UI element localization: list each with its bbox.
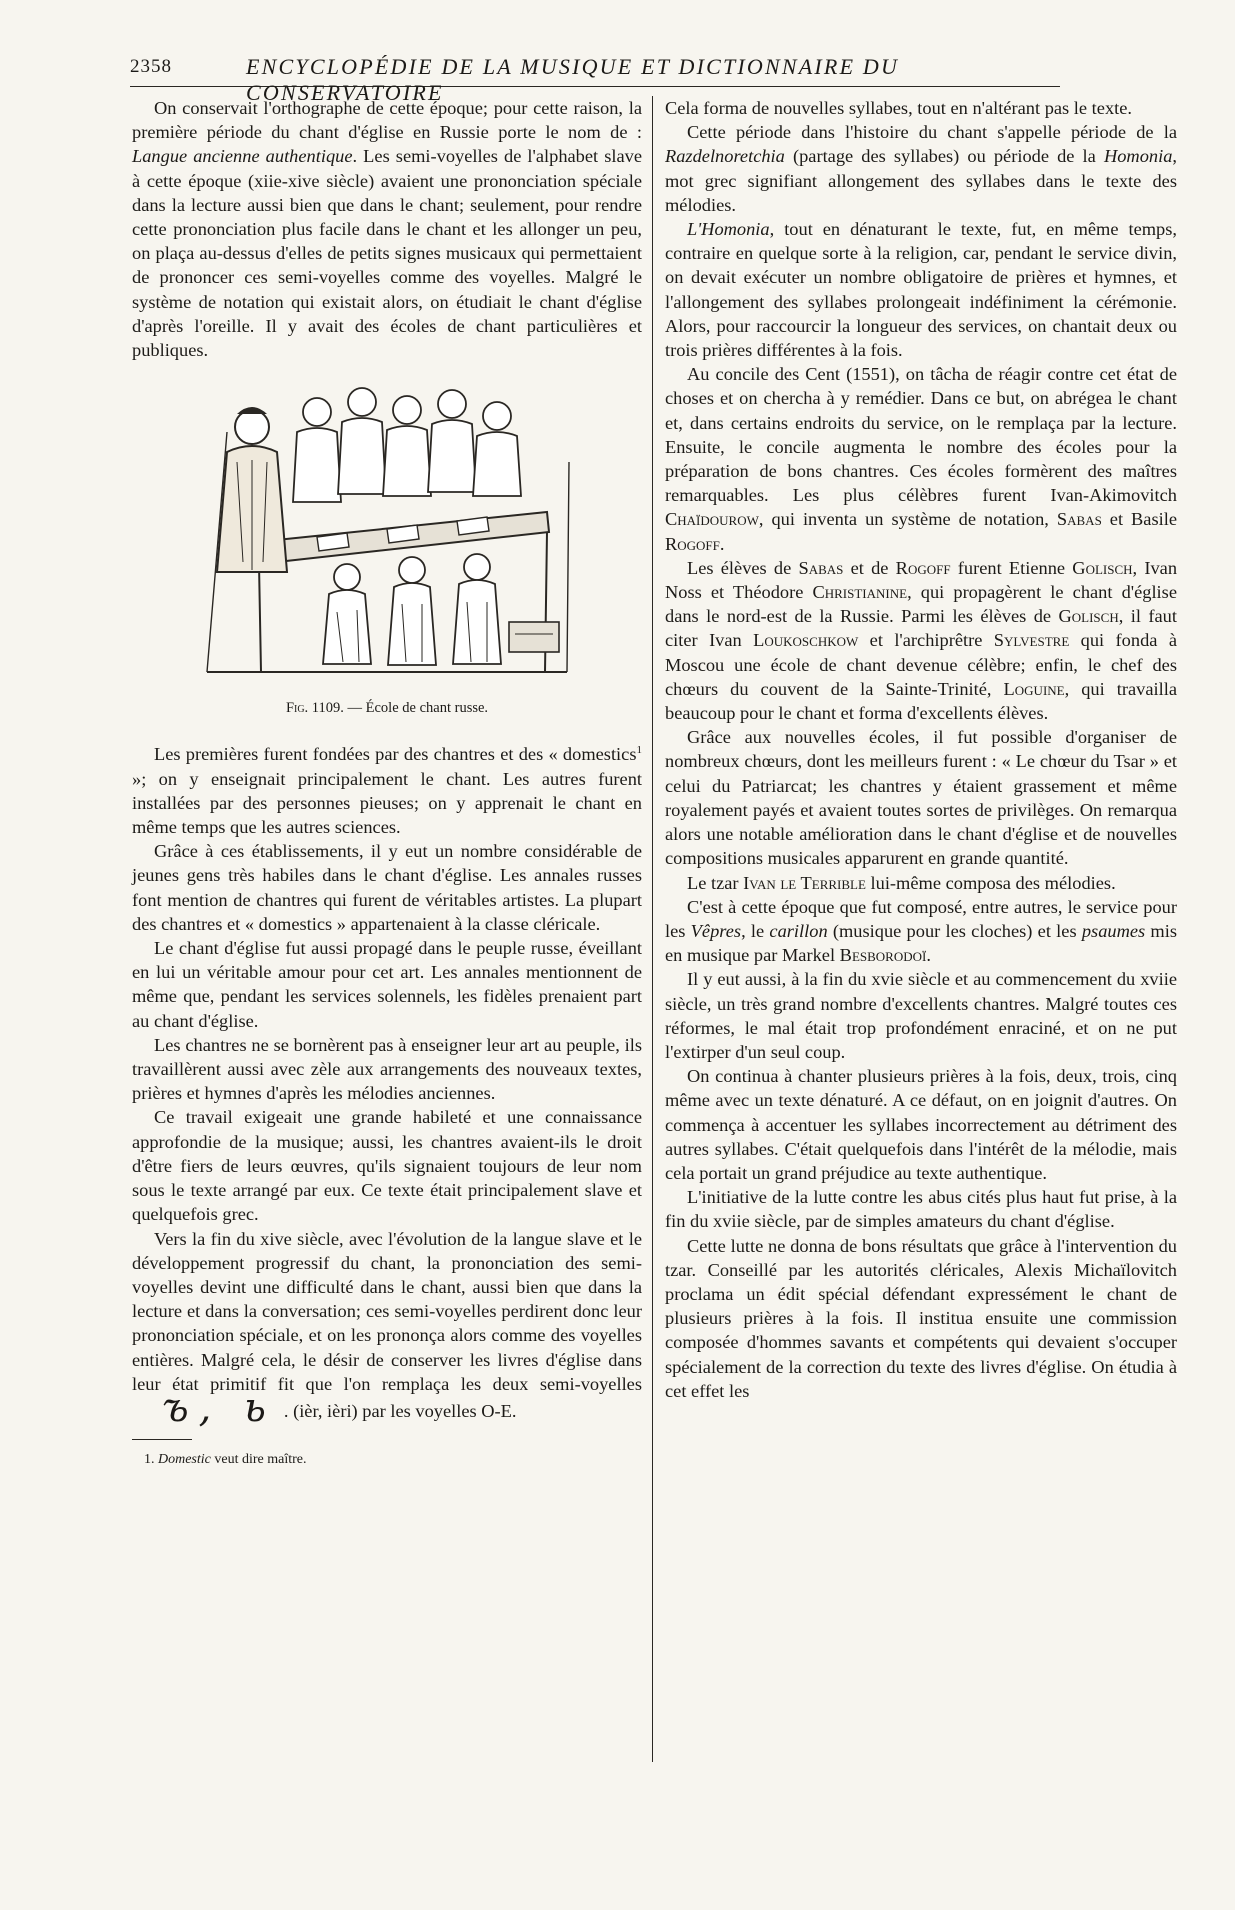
- footnote-ref: 1: [636, 744, 642, 757]
- figure-1109: [132, 372, 642, 690]
- paragraph: L'Homonia, tout en dénaturant le texte, fut, en même temps, contraire en quelque sorte à la religion, car, pendant le service divin, on devait exécuter un nombre obligatoire de prières et hymnes, et l'allongement des syllabes prolongeait indéfiniment la cérémonie. Alors, pour raccourcir la longueur des services, on chantait deux ou trois prières différentes à la fois.: [665, 219, 1177, 361]
- paragraph: Les élèves de Sabas et de Rogoff furent Etienne Golisch, Ivan Noss et Théodore Christianine, qui propagèrent le chant d'église dans le nord-est de la Russie. Parmi les élèves de Golisch, il faut citer Ivan Loukoschkow et l'archiprêtre Sylvestre qui fonda à Moscou une école de chant devenue célèbre; enfin, le chef des chœurs du couvent de la Sainte-Trinité, Loguine, qui travailla beaucoup pour le chant et forma d'excellents élèves.: [665, 557, 1178, 724]
- paragraph: Cette lutte ne donna de bons résultats que grâce à l'intervention du tzar. Conseillé par les autorités cléricales, Alexis Michaïlovitch proclama un édit spécial défendant expressément le chant de plusieurs prières à la fois. Il institua ensuite une commission composée d'hommes savants et compétents qui devaient s'occuper spécialement de la correction du texte des livres d'église. On étudia à cet effet les: [665, 1235, 1177, 1401]
- running-title: ENCYCLOPÉDIE DE LA MUSIQUE ET DICTIONNAIRE DU CONSERVATOIRE: [246, 54, 900, 105]
- paragraph: Le tzar Ivan le Terrible lui-même composa des mélodies.: [687, 872, 1116, 893]
- paragraph: Ce travail exigeait une grande habileté et une connaissance approfondie de la musique; aussi, les chantres avaient-ils le droit d'être fiers de leurs œuvres, qu'ils signaient toujours de leur nom sous le texte arrangé par eux. Ce texte était principalement slave et quelquefois grec.: [132, 1107, 642, 1225]
- paragraph: Grâce aux nouvelles écoles, il fut possible d'organiser de nombreux chœurs, dont les meilleurs furent : « Le chœur du Tsar » et celui du Patriarcat; les chantres y étaient grassement et même royalement payés et avaient toutes sortes de privilèges. On remarqua alors une notable amélioration dans le chant d'église et de nouvelles compositions musicales apparurent en grande quantité.: [665, 727, 1177, 869]
- paragraph: On conservait l'orthographe de cette époque; pour cette raison, la première période du chant d'église en Russie porte le nom de : Langue ancienne authentique. Les semi-voyelles de l'alphabet slave à cette époque (xiie-xive siècle) avaient une prononciation spéciale dans la lecture aussi bien que dans le chant; seulement, pour rendre cette prononciation plus facile dans le chant et les allonger un peu, on plaça au-dessus d'elles de petits signes musicaux qui permettaient de prononcer ces semi-voyelles comme des voyelles. Malgré le système de notation qui existait alors, on étudiait le chant d'église d'après l'oreille. Il y avait des écoles de chant particulières et publiques.: [132, 98, 642, 361]
- paragraph: Cela forma de nouvelles syllabes, tout en n'altérant pas le texte.: [665, 98, 1133, 118]
- paragraph: Vers la fin du xive siècle, avec l'évolution de la langue slave et le développement progressif du chant, la prononciation des semi-voyelles devint une difficulté dans le chant, aussi bien que dans la lecture et dans la conversation; ces semi-voyelles perdirent donc leur prononciation spéciale, et on les prononça alors comme des voyelles entières. Malgré cela, le désir de conserver les livres d'église dans leur état primitif fit que l'on remplaça les deux semi-voyellesъ, ь . (ièr, ièri) par les voyelles O-E.: [132, 1228, 642, 1431]
- paragraph: Grâce à ces établissements, il y eut un nombre considérable de jeunes gens très habiles dans le chant d'église. Les annales russes font mention de chantres qui furent de véritables artistes. La plupart des chantres et « domestics » appartenaient à la classe cléricale.: [132, 841, 642, 934]
- school-illustration: [197, 372, 577, 690]
- paragraph: Les premières furent fondées par des chantres et des « domestics$^1$ »; on y enseignait principalement le chant. Les autres furent installées par des personnes pieuses; on y apprenait le chant en même temps que les autres sciences.: [132, 744, 642, 838]
- paragraph: Il y eut aussi, à la fin du xvie siècle et au commencement du xviie siècle, un très grand nombre d'excellents chantres. Malgré toutes ces réformes, le mal était trop profondément enraciné, et on ne put l'extirper d'un seul coup.: [665, 969, 1177, 1062]
- right-column: [665, 96, 1177, 1403]
- footnote-divider: [132, 1439, 192, 1440]
- paragraph: Le chant d'église fut aussi propagé dans le peuple russe, éveillant en lui un véritable amour pour cet art. Les annales mentionnent de même que, pendant les services solennels, les fidèles prenaient part au chant d'église.: [132, 938, 642, 1031]
- paragraph: C'est à cette époque que fut composé, entre autres, le service pour les Vêpres, le carillon (musique pour les cloches) et les psaumes mis en musique par Markel Besborodoï.: [665, 896, 1177, 966]
- column-divider: [652, 96, 653, 1762]
- paragraph: Les chantres ne se bornèrent pas à enseigner leur art au peuple, ils travaillèrent aussi avec zèle aux arrangements des nouveaux textes, prières et hymnes d'après les mélodies anciennes.: [132, 1034, 642, 1104]
- left-column: [132, 96, 642, 1472]
- footnote: 1. Domestic veut dire maître.: [144, 1452, 307, 1468]
- paragraph: Cette période dans l'histoire du chant s'appelle période de la Razdelnoretchia (partage des syllabes) ou période de la Homonia, mot grec signifiant allongement des syllabes dans le texte des mélodies.: [665, 122, 1177, 215]
- paragraph: Au concile des Cent (1551), on tâcha de réagir contre cet état de choses et on chercha à y remédier. Dans ce but, on abrégea le chant et, dans certains endroits du service, on le remplaça par la lecture. Ensuite, le concile augmenta le nombre des écoles pour la préparation de bons chantres. Ces écoles formèrent des maîtres remarquables. Les plus célèbres furent Ivan-Akimovitch Chaïdourow, qui inventa un système de notation, Sabas et Basile Rogoff.: [665, 364, 1178, 554]
- page-number: 2358: [130, 56, 172, 77]
- page-header: [130, 52, 1060, 105]
- paragraph: L'initiative de la lutte contre les abus cités plus haut fut prise, à la fin du xviie siècle, par de simples amateurs du chant d'église.: [665, 1187, 1177, 1232]
- slavonic-semivowels: ъ, ь: [162, 1384, 276, 1431]
- paragraph: On continua à chanter plusieurs prières à la fois, deux, trois, cinq même avec un texte dénaturé. A ce défaut, on en joignit d'autres. On commença à accentuer les syllabes incorrectement au détriment des autres syllabes. C'était quelquefois dans l'intérêt de la mélodie, mais cela portait un grand préjudice au texte authentique.: [665, 1066, 1177, 1183]
- figure-caption: Fig. 1109. — École de chant russe.: [285, 700, 489, 717]
